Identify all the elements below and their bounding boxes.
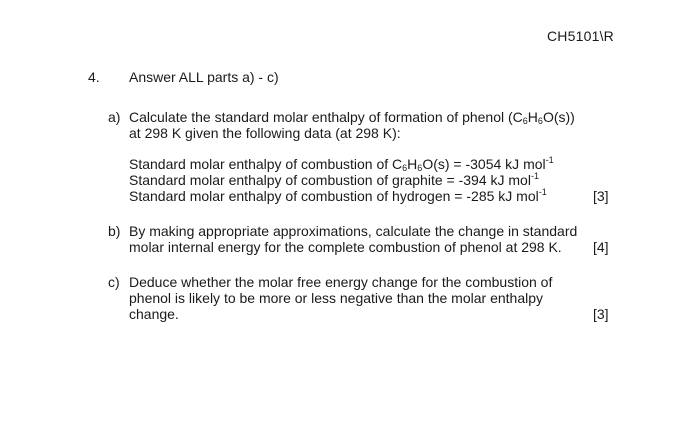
part-a-line1: Calculate the standard molar enthalpy of formation of phenol $(C_6H_6O(s))$ — [129, 109, 575, 126]
part-b-letter: b) — [108, 223, 121, 239]
part-a-line2: at 298 K given the following data (at 298 K): — [129, 125, 401, 141]
part-a-marks: [3] — [593, 188, 609, 204]
part-b-line2: molar internal energy for the complete combustion of phenol at 298 K. — [129, 239, 562, 255]
part-c-line3: change. — [129, 306, 179, 322]
part-c-marks: [3] — [593, 306, 609, 322]
question-instruction: Answer ALL parts a) - c) — [129, 69, 279, 85]
question-number: 4. — [88, 69, 100, 85]
part-c-letter: c) — [108, 274, 120, 290]
part-a-letter: a) — [108, 109, 121, 125]
part-b-marks: [4] — [593, 239, 609, 255]
part-a-data3: Standard molar enthalpy of combustion of hydrogen = -285 kJ mol$^{-1}$ — [129, 187, 547, 204]
part-a-data2: Standard molar enthalpy of combustion of graphite = -394 kJ mol$^{-1}$ — [129, 171, 539, 188]
course-code: CH5101\R — [547, 28, 614, 44]
part-b-line1: By making appropriate approximations, calculate the change in standard — [129, 223, 578, 239]
part-c-line2: phenol is likely to be more or less negative than the molar enthalpy — [129, 290, 544, 306]
part-c-line1: Deduce whether the molar free energy change for the combustion of — [129, 274, 553, 290]
part-a-data1: Standard molar enthalpy of combustion of $C_6H_6O(s) = -3054$ kJ mol$^{-1}$ — [129, 155, 554, 173]
